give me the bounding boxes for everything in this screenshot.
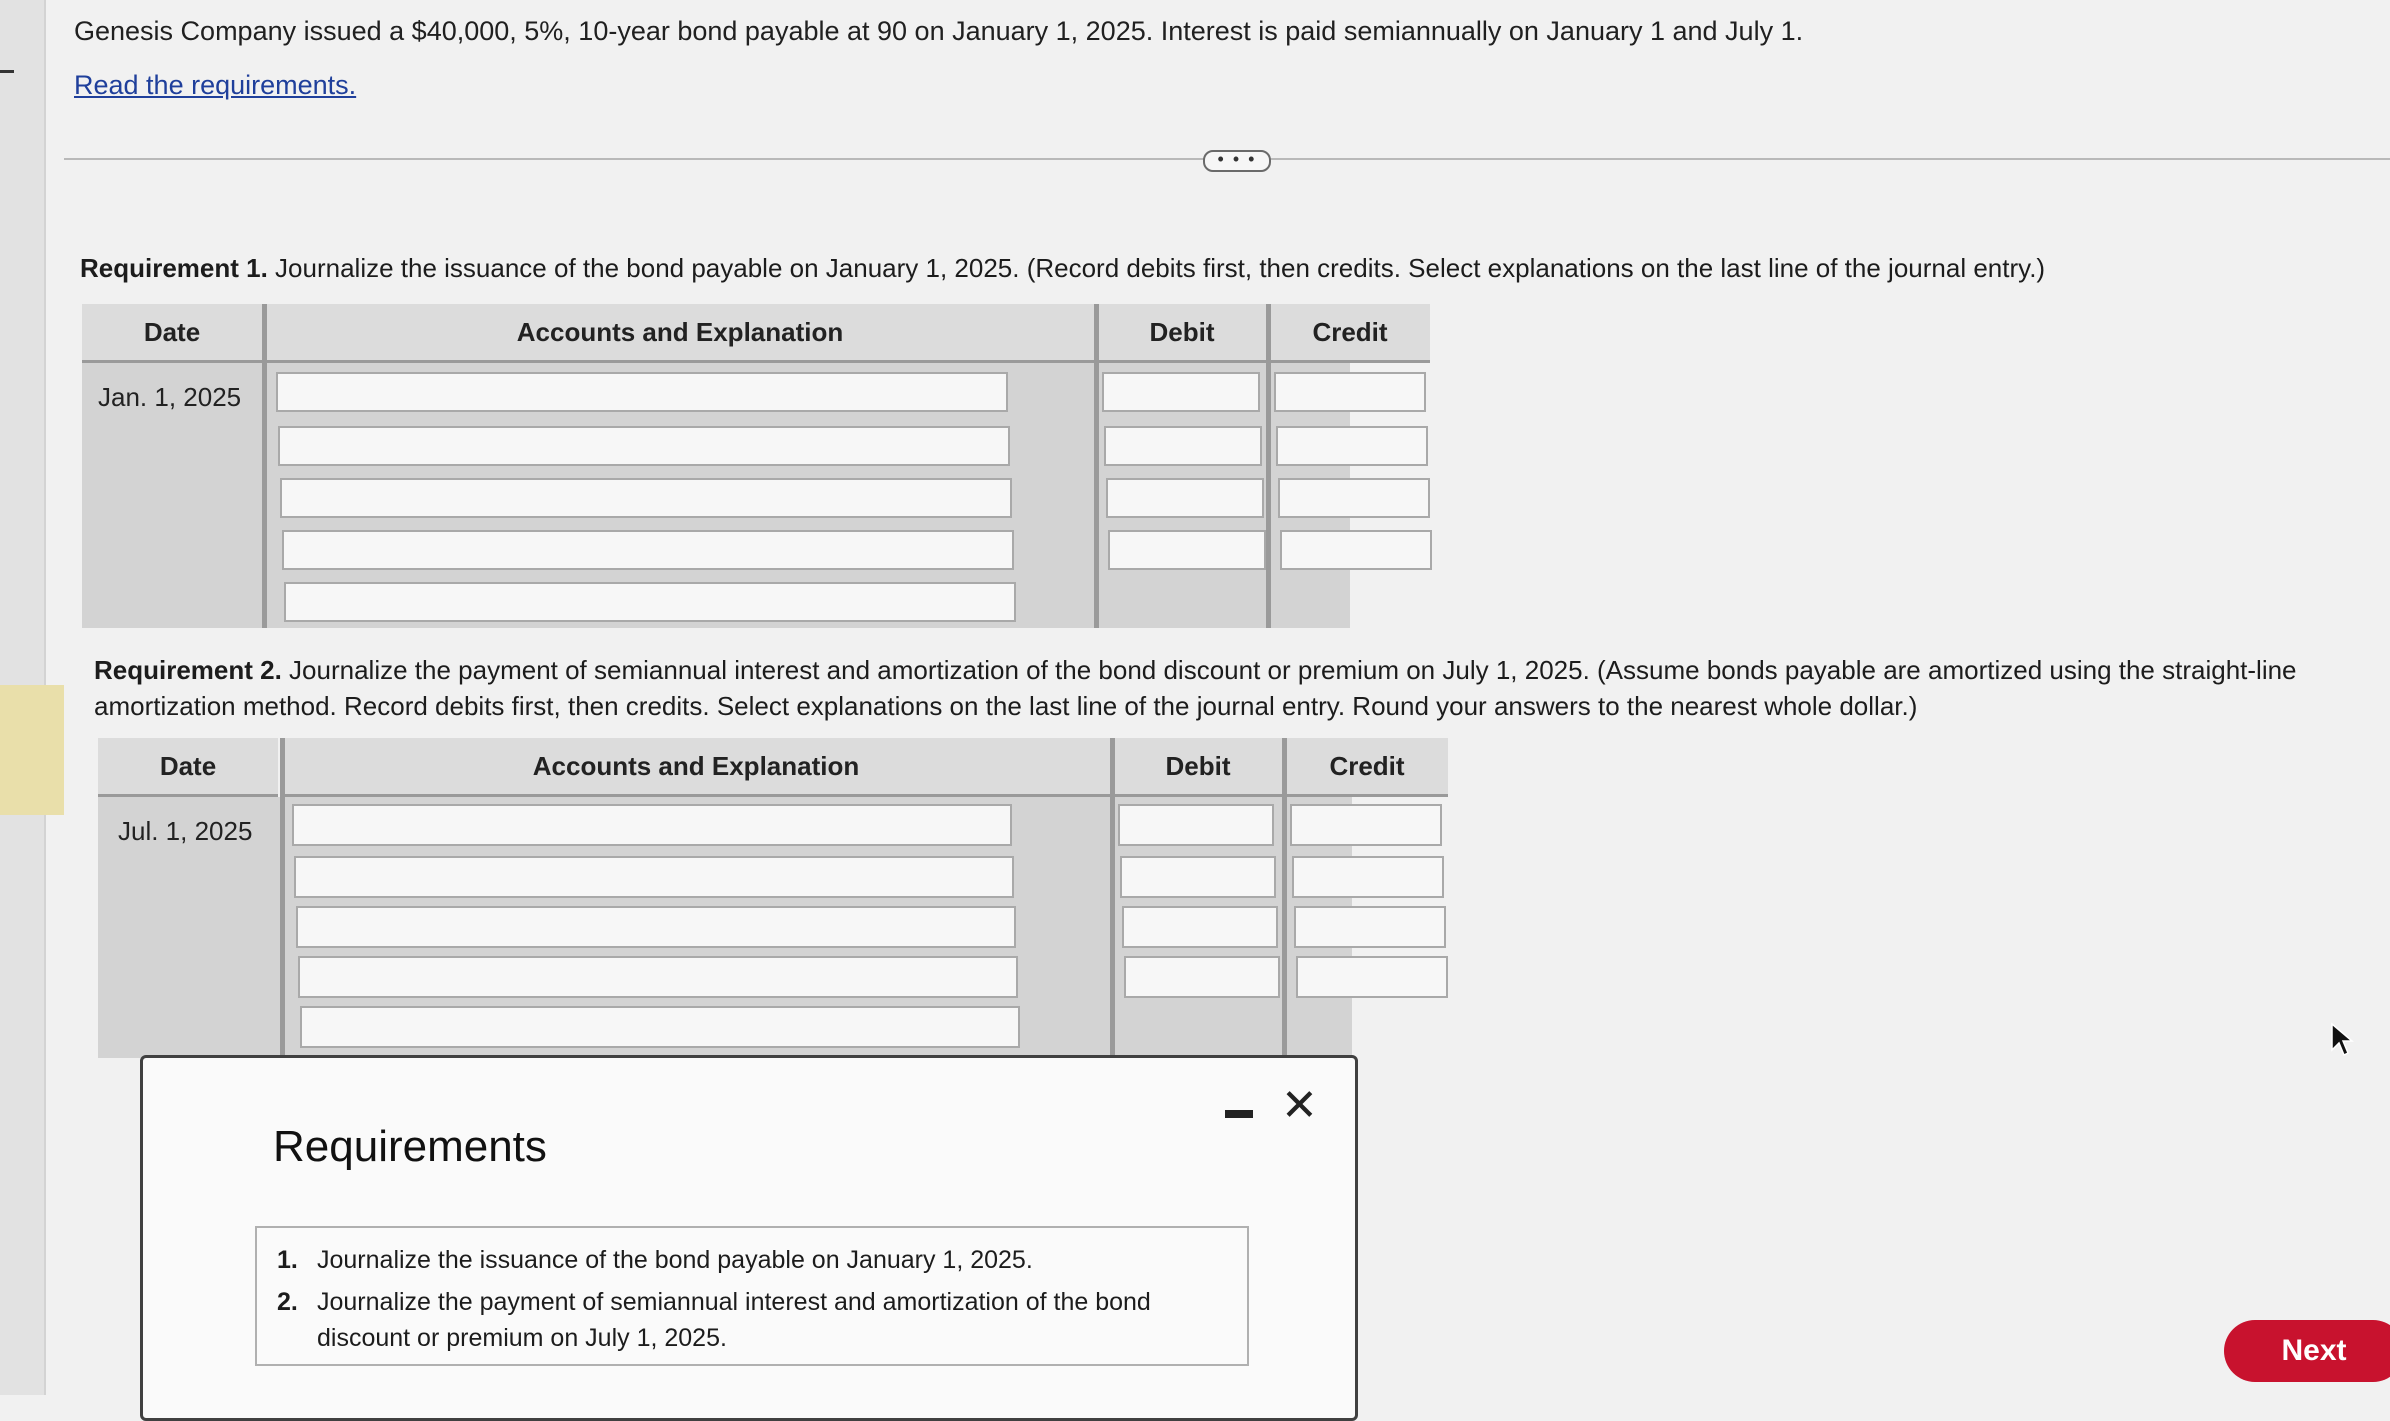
- left-rail: [0, 0, 46, 1395]
- list-item-text: Journalize the issuance of the bond payable on January 1, 2025.: [317, 1246, 1033, 1274]
- debit-field[interactable]: [1122, 906, 1278, 948]
- minimize-icon[interactable]: [1225, 1110, 1253, 1118]
- popup-title: Requirements: [273, 1122, 547, 1171]
- mouse-cursor-icon: [2330, 1022, 2356, 1058]
- requirement-2-instructions: [94, 652, 2374, 724]
- requirement-1-label: Requirement 1.: [80, 253, 268, 283]
- list-item: [277, 1284, 1237, 1356]
- journal-table-2: [98, 738, 1405, 1058]
- debit-header: Debit: [1114, 738, 1282, 797]
- explanation-field[interactable]: [284, 582, 1016, 622]
- list-item-text: Journalize the payment of semiannual interest and amortization of the bond: [317, 1288, 1151, 1316]
- credit-field[interactable]: [1294, 906, 1446, 948]
- debit-field[interactable]: [1106, 478, 1264, 518]
- credit-field[interactable]: [1276, 426, 1428, 466]
- requirements-popup: [140, 1055, 1358, 1421]
- col-sep: [1282, 738, 1287, 1058]
- debit-field[interactable]: [1120, 856, 1276, 898]
- account-field[interactable]: [278, 426, 1010, 466]
- account-field[interactable]: [298, 956, 1018, 998]
- debit-header: Debit: [1098, 304, 1266, 363]
- col-sep: [1110, 738, 1115, 1058]
- requirement-1-text: Journalize the issuance of the bond payable on January 1, 2025. (Record debits first, then credits. Select explanations on the last line of the journal entry.): [267, 253, 2046, 283]
- credit-field[interactable]: [1280, 530, 1432, 570]
- debit-field[interactable]: [1118, 804, 1274, 846]
- credit-field[interactable]: [1292, 856, 1444, 898]
- account-field[interactable]: [296, 906, 1016, 948]
- col-sep: [280, 738, 285, 1058]
- date-header: Date: [98, 738, 278, 797]
- account-field[interactable]: [292, 804, 1012, 846]
- close-icon[interactable]: ✕: [1281, 1081, 1318, 1130]
- requirement-1-instructions: [80, 250, 2045, 286]
- credit-field[interactable]: [1278, 478, 1430, 518]
- journal-table-1: [82, 304, 1388, 628]
- expand-toggle[interactable]: • • •: [1203, 150, 1271, 172]
- accounts-header: Accounts and Explanation: [282, 738, 1110, 797]
- col-sep: [1266, 304, 1271, 628]
- requirement-2-label: Requirement 2.: [94, 655, 282, 685]
- account-field[interactable]: [276, 372, 1008, 412]
- explanation-field[interactable]: [300, 1006, 1020, 1048]
- requirements-list: [255, 1226, 1249, 1366]
- list-item-text-continued: discount or premium on July 1, 2025.: [317, 1324, 727, 1352]
- credit-field[interactable]: [1290, 804, 1442, 846]
- credit-header: Credit: [1286, 738, 1448, 797]
- credit-header: Credit: [1270, 304, 1430, 363]
- question-text: Genesis Company issued a $40,000, 5%, 10-year bond payable at 90 on January 1, 2025. Interest is paid semiannually on January 1 and July 1.: [74, 16, 1804, 46]
- list-item-number: 2.: [277, 1288, 298, 1316]
- credit-field[interactable]: [1274, 372, 1426, 412]
- credit-field[interactable]: [1296, 956, 1448, 998]
- rail-highlight: [0, 685, 64, 815]
- list-item-number: 1.: [277, 1246, 298, 1274]
- rail-mark: [0, 70, 14, 73]
- entry-date: Jan. 1, 2025: [98, 382, 242, 412]
- col-sep: [262, 304, 267, 628]
- requirement-2-text: Journalize the payment of semiannual interest and amortization of the bond discount or premium on July 1, 2025. (Assume bonds payable are amortized using the straight-line amortization method. Record debits first, then credits. Select explanations on the last line of the journal entry. Round your answers to the nearest whole dollar.): [94, 655, 2297, 721]
- read-requirements-link[interactable]: Read the requirements.: [74, 70, 357, 100]
- account-field[interactable]: [294, 856, 1014, 898]
- debit-field[interactable]: [1104, 426, 1262, 466]
- accounts-header: Accounts and Explanation: [266, 304, 1094, 363]
- date-header: Date: [82, 304, 262, 363]
- next-button[interactable]: Next: [2224, 1320, 2390, 1382]
- debit-field[interactable]: [1124, 956, 1280, 998]
- debit-field[interactable]: [1108, 530, 1266, 570]
- col-sep: [1094, 304, 1099, 628]
- entry-date: Jul. 1, 2025: [118, 816, 253, 846]
- account-field[interactable]: [280, 478, 1012, 518]
- debit-field[interactable]: [1102, 372, 1260, 412]
- account-field[interactable]: [282, 530, 1014, 570]
- list-item: [277, 1242, 1237, 1278]
